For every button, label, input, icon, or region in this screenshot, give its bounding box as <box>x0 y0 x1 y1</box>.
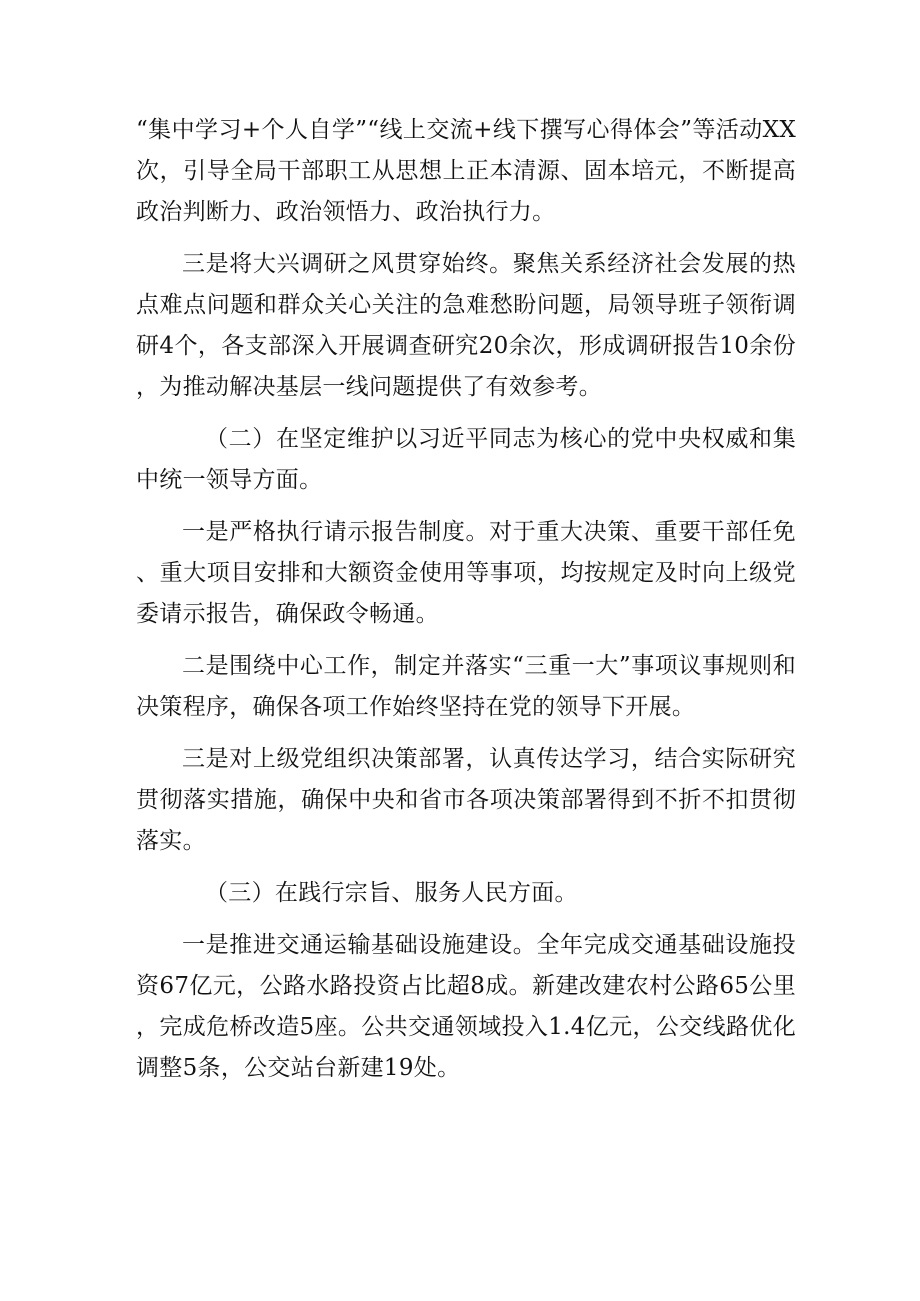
paragraph-6: 一是推进交通运输基础设施建设。全年完成交通基础设施投资67亿元，公路水路投资占比超8成。新建改建农村公路65公里，完成危桥改造5座。公共交通领域投入1.4亿元，公交线路优化调整5条，公交站台新建19处。 <box>136 932 796 1081</box>
paragraph-1: “集中学习+个人自学”“线上交流+线下撰写心得体会”等活动XX次，引导全局干部职工从思想上正本清源、固本培元，不断提高政治判断力、政治领悟力、政治执行力。 <box>136 117 796 225</box>
section-heading-3: （三）在践行宗旨、服务人民方面。 <box>205 880 578 906</box>
document-body <box>136 110 796 1100</box>
section-heading-2: （二）在坚定维护以习近平同志为核心的党中央权威和集中统一领导方面。 <box>136 426 796 493</box>
paragraph-4: 二是围绕中心工作，制定并落实“三重一大”事项议事规则和决策程序，确保各项工作始终坚持在党的领导下开展。 <box>136 653 796 720</box>
paragraph-3: 一是严格执行请示报告制度。对于重大决策、重要干部任免、重大项目安排和大额资金使用等事项，均按规定及时向上级党委请示报告，确保政令畅通。 <box>136 519 796 627</box>
paragraph-2: 三是将大兴调研之风贯穿始终。聚焦关系经济社会发展的热点难点问题和群众关心关注的急难愁盼问题，局领导班子领衔调研4个，各支部深入开展调查研究20余次，形成调研报告10余份，为推动解决基层一线问题提供了有效参考。 <box>136 251 796 400</box>
paragraph-5: 三是对上级党组织决策部署，认真传达学习，结合实际研究贯彻落实措施，确保中央和省市各项决策部署得到不折不扣贯彻落实。 <box>136 746 796 854</box>
